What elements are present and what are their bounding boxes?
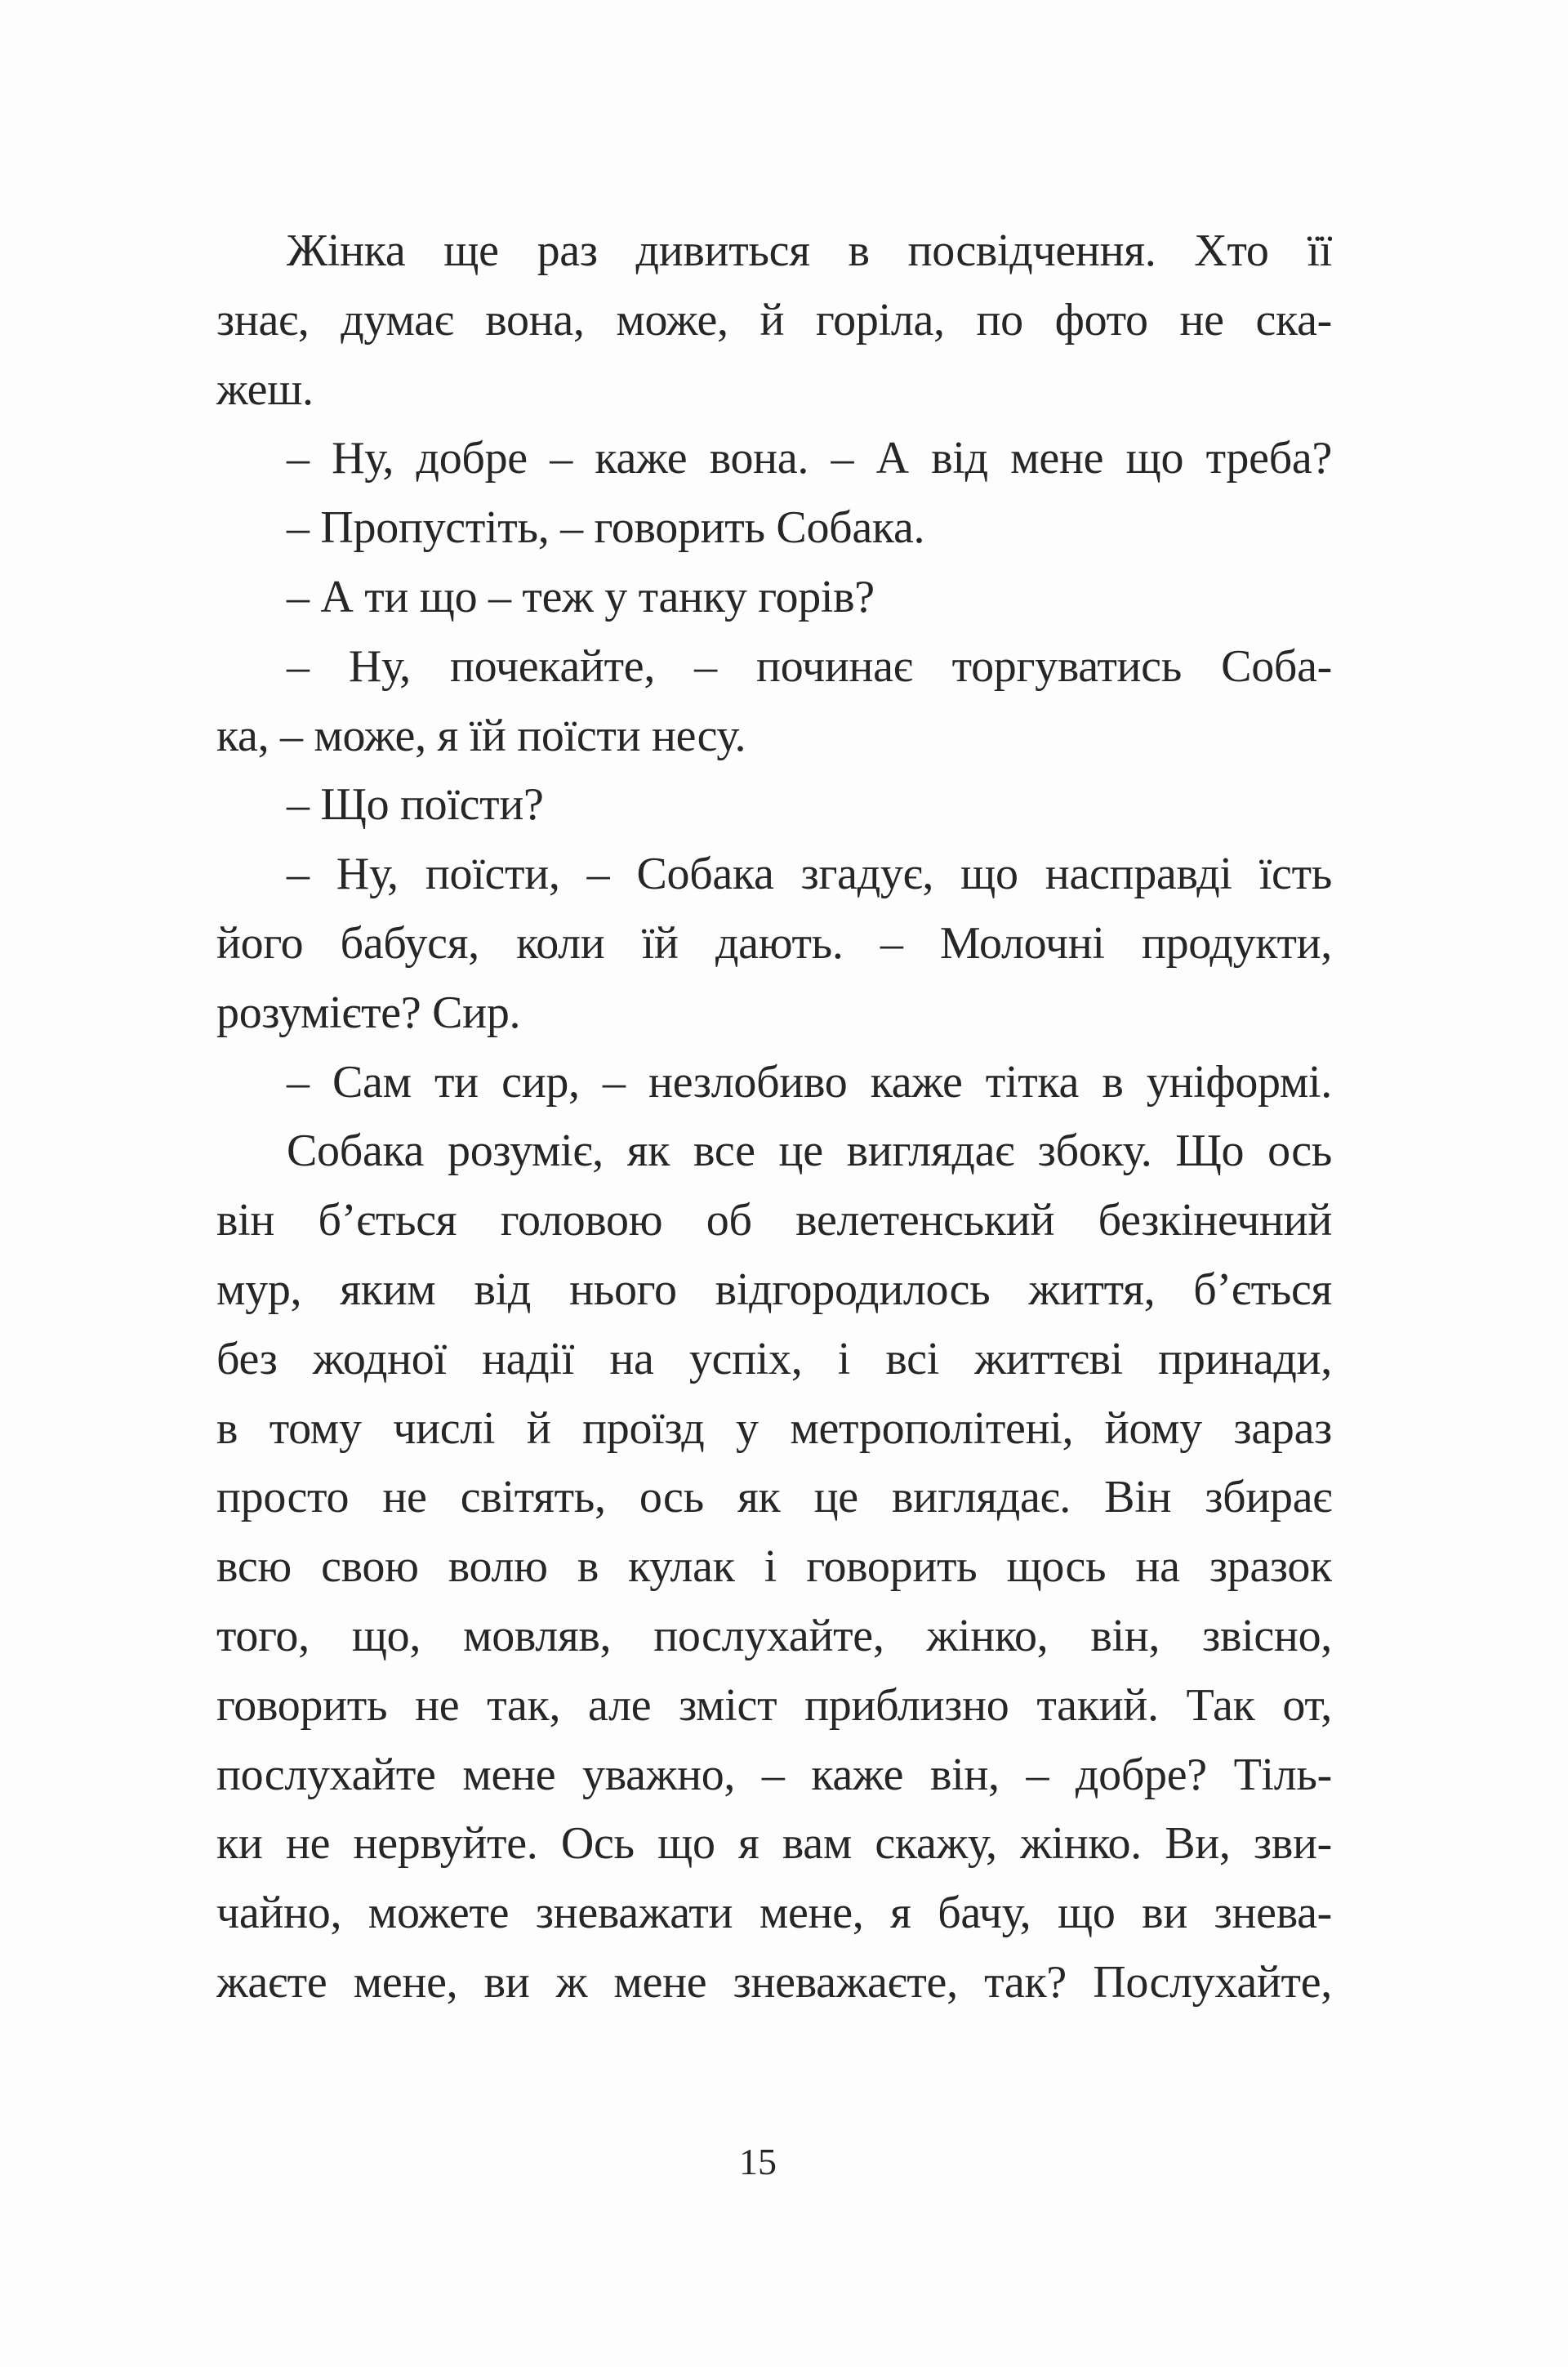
text-line: його бабуся, коли їй дають. – Молочні продукти, (216, 917, 1332, 969)
text-line: Собака розуміє, як все це виглядає збоку. Що ось (287, 1126, 1332, 1177)
text-line: говорить не так, але зміст приблизно такий. Так от, (216, 1679, 1332, 1731)
text-line: – Сам ти сир, – незлобиво каже тітка в уніформі. (287, 1056, 1332, 1108)
text-line: в тому числі й проїзд у метрополітені, йому зараз (216, 1402, 1332, 1454)
text-line: послухайте мене уважно, – каже він, – добре? Тіль- (216, 1749, 1332, 1800)
text-line: ка, – може, я їй поїсти несу. (216, 710, 746, 761)
text-line: жеш. (216, 363, 314, 415)
body-text (216, 216, 1332, 2017)
text-line: – Ну, почекайте, – починає торгуватись Соба- (287, 640, 1332, 692)
text-line: знає, думає вона, може, й горіла, по фото не ска- (216, 294, 1332, 345)
text-line: – Пропустіть, – говорить Собака. (287, 502, 925, 554)
text-line: мур, яким від нього відгородилось життя, б’ється (216, 1264, 1332, 1315)
text-line: всю свою волю в кулак і говорить щось на зразок (216, 1541, 1332, 1593)
text-line: просто не світять, ось як це виглядає. Він збирає (216, 1472, 1332, 1523)
text-line: ки не нервуйте. Ось що я вам скажу, жінко. Ви, зви- (216, 1818, 1332, 1870)
text-line: того, що, мовляв, послухайте, жінко, він, звісно, (216, 1610, 1332, 1661)
text-line: чайно, можете зневажати мене, я бачу, що ви знева- (216, 1888, 1332, 1939)
text-line: – А ти що – теж у танку горів? (287, 571, 875, 622)
text-line: – Ну, добре – каже вона. – А від мене що треба? (287, 433, 1332, 484)
text-line: без жодної надії на успіх, і всі життєві принади, (216, 1333, 1332, 1384)
text-line: – Ну, поїсти, – Собака згадує, що насправді їсть (287, 849, 1332, 900)
text-line: він б’ється головою об велетенський безкінечний (216, 1195, 1332, 1246)
text-line: – Що поїсти? (287, 779, 544, 831)
text-line: жаєте мене, ви ж мене зневажаєте, так? Послухайте, (216, 1956, 1332, 2008)
text-line: Жінка ще раз дивиться в посвідчення. Хто її (287, 225, 1332, 276)
text-line: розумієте? Сир. (216, 987, 521, 1038)
page-number: 15 (739, 2141, 777, 2182)
